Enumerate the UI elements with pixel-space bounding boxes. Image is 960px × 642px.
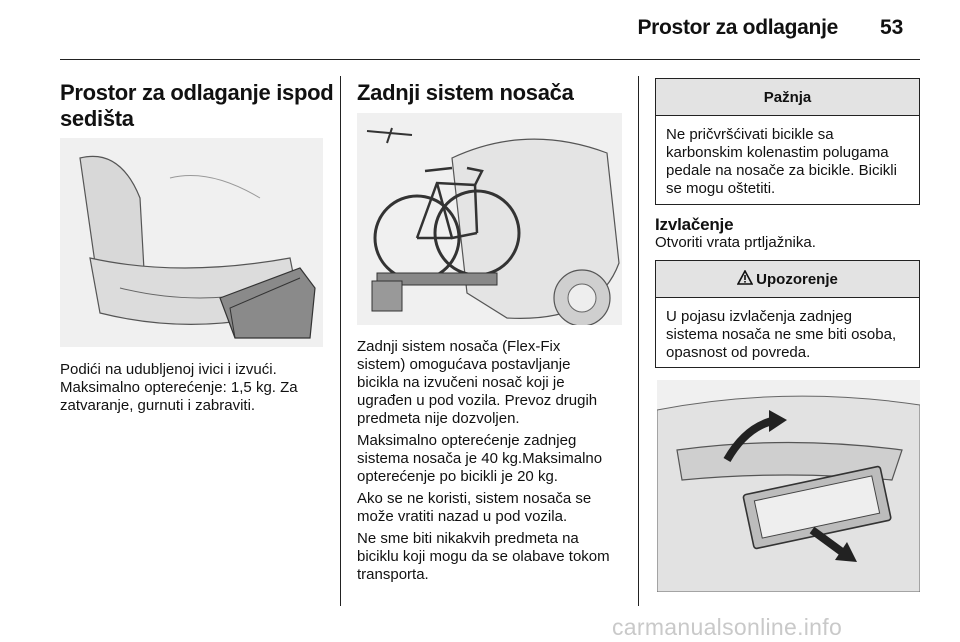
- caution-notice-body: [656, 116, 919, 198]
- running-header-title: Prostor za odlaganje: [637, 16, 838, 39]
- text-line: Ne pričvršćivati bicikle sa: [666, 126, 834, 143]
- text-line: sistema nosača ne sme biti osoba,: [666, 326, 897, 343]
- rear-carrier-paragraph-2: [357, 432, 602, 486]
- watermark: carmanualsonline.info: [612, 614, 843, 640]
- text-line: opterećenje po bicikli je 20 kg.: [357, 468, 558, 485]
- text-line: Podići na udubljenoj ivici i izvući.: [60, 361, 277, 378]
- warning-notice-body: [656, 298, 919, 362]
- warning-notice-title: Upozorenje: [756, 270, 838, 288]
- heading-line: sedišta: [60, 106, 134, 131]
- text-line: može vratiti nazad u pod vozila.: [357, 508, 568, 525]
- section-heading-rear-carrier: Zadnji sistem nosača: [357, 80, 574, 105]
- seat-drawer-illustration: [60, 138, 323, 347]
- text-line: pedale na nosače za bicikle. Bicikli: [666, 162, 897, 179]
- heading-line: Prostor za odlaganje ispod: [60, 80, 334, 105]
- text-line: Zadnji sistem nosača (Flex-Fix: [357, 338, 561, 355]
- text-line: U pojasu izvlačenja zadnjeg: [666, 308, 852, 325]
- text-line: Ne sme biti nikakvih predmeta na: [357, 530, 579, 547]
- rear-carrier-paragraph-1: [357, 338, 597, 428]
- text-line: Maksimalno opterećenje zadnjeg: [357, 432, 577, 449]
- text-line: se mogu oštetiti.: [666, 180, 776, 197]
- text-line: biciklu koji mogu da se olabave tokom: [357, 548, 610, 565]
- section-heading-under-seat-storage: [60, 80, 333, 132]
- warning-notice-header: [656, 261, 919, 298]
- text-line: predmeta nije dozvoljen.: [357, 410, 520, 427]
- rear-carrier-paragraph-4: [357, 530, 610, 584]
- carrier-extraction-illustration: [657, 380, 920, 592]
- page-header: [0, 0, 960, 60]
- text-line: Maksimalno opterećenje: 1,5 kg. Za: [60, 379, 298, 396]
- text-line: sistem) omogućava postavljanje: [357, 356, 571, 373]
- rear-bike-carrier-illustration: [357, 113, 622, 325]
- text-line: karbonskim kolenastim polugama: [666, 144, 889, 161]
- text-line: ugrađen u pod vozila. Prevoz drugih: [357, 392, 598, 409]
- column-divider-2: [638, 76, 639, 606]
- warning-triangle-icon: [737, 270, 753, 289]
- column-divider-1: [340, 76, 341, 606]
- text-line: opasnost od povreda.: [666, 344, 811, 361]
- rear-carrier-paragraph-3: [357, 490, 591, 526]
- under-seat-storage-text: [60, 361, 298, 415]
- warning-notice: [655, 260, 920, 368]
- header-rule: [60, 59, 920, 60]
- caution-notice-title: Pažnja: [656, 79, 919, 116]
- text-line: bicikla na izvučeni nosač koji je: [357, 374, 565, 391]
- subheading-extraction: Izvlačenje: [655, 215, 734, 234]
- text-line: transporta.: [357, 566, 429, 583]
- text-line: Ako se ne koristi, sistem nosača se: [357, 490, 592, 507]
- text-line: zatvaranje, gurnuti i zabraviti.: [60, 397, 256, 414]
- page-number: 53: [880, 16, 904, 39]
- text-line: sistema nosača je 40 kg.Maksimalno: [357, 450, 603, 467]
- caution-notice: [655, 78, 920, 205]
- extraction-intro: Otvoriti vrata prtljažnika.: [655, 234, 816, 251]
